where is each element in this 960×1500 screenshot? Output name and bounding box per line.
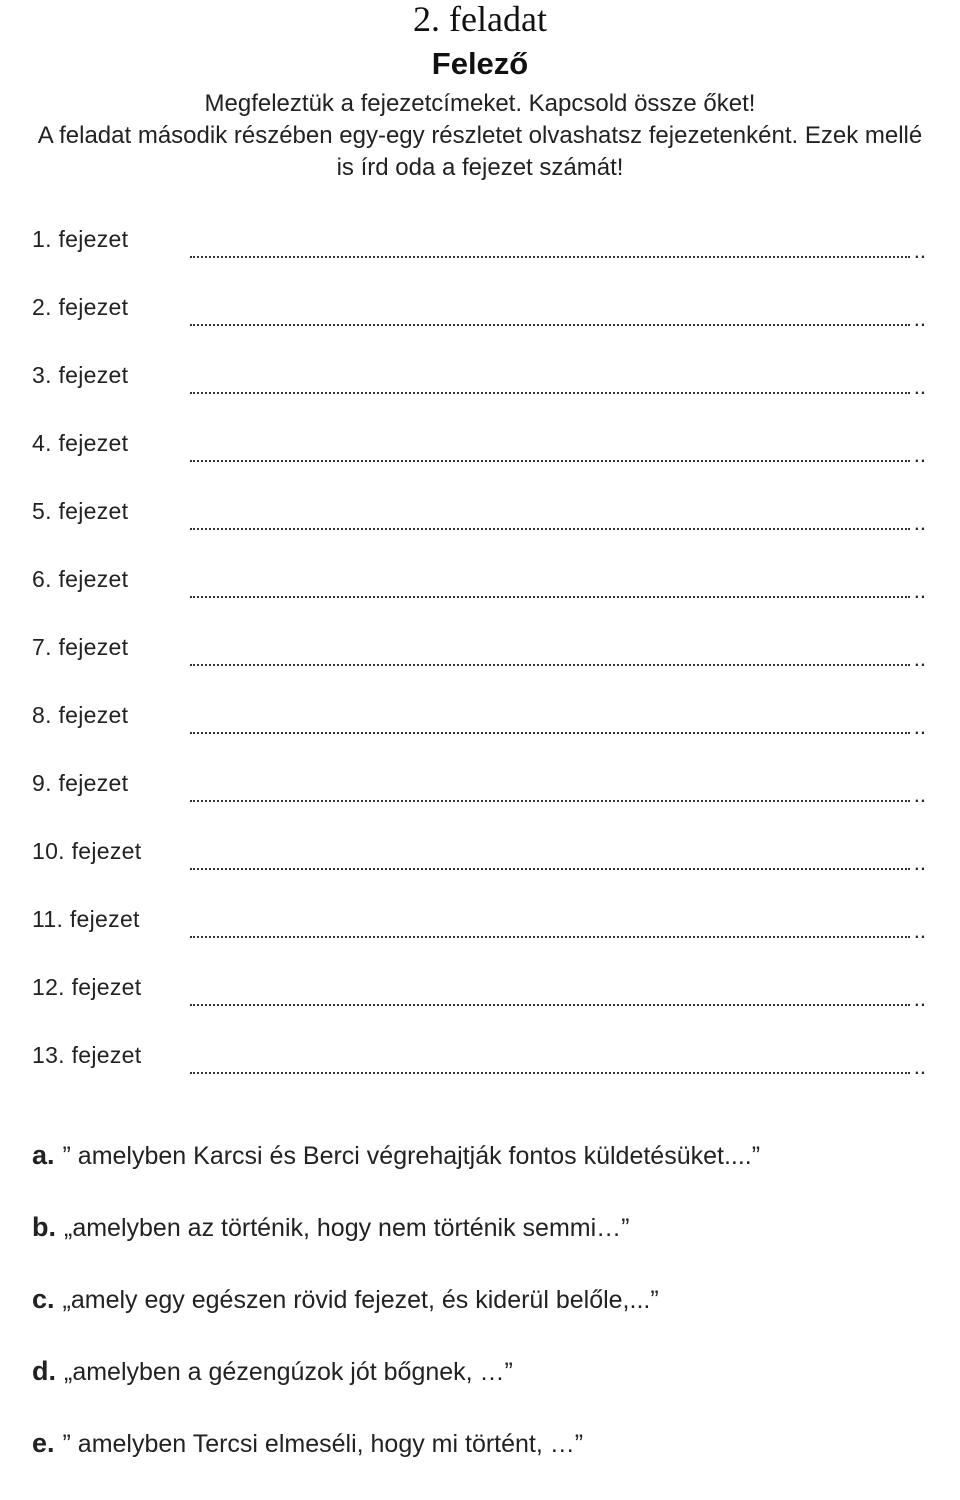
excerpt-letter: d. bbox=[32, 1356, 56, 1386]
chapter-row bbox=[32, 426, 932, 494]
chapter-row bbox=[32, 358, 932, 426]
excerpt-item bbox=[32, 1140, 932, 1212]
chapter-row bbox=[32, 834, 932, 902]
answer-line[interactable] bbox=[190, 1038, 910, 1074]
chapter-row bbox=[32, 698, 932, 766]
answer-line[interactable] bbox=[190, 222, 910, 258]
excerpt-letter: a. bbox=[32, 1140, 55, 1170]
chapter-label: 5. fejezet bbox=[32, 498, 129, 524]
excerpt-text: „amelyben az történik, hogy nem történik semmi…” bbox=[64, 1214, 630, 1242]
excerpt-list bbox=[32, 1140, 932, 1500]
chapter-label: 6. fejezet bbox=[32, 566, 129, 592]
excerpt-letter: e. bbox=[32, 1428, 55, 1458]
chapter-label: 4. fejezet bbox=[32, 430, 129, 456]
task-number: 2. feladat bbox=[413, 0, 547, 39]
excerpt-item bbox=[32, 1356, 932, 1428]
answer-line[interactable] bbox=[190, 902, 910, 938]
excerpt-text: ” amelyben Tercsi elmeséli, hogy mi történt, …” bbox=[62, 1430, 584, 1458]
chapter-label: 11. fejezet bbox=[32, 906, 140, 932]
chapter-row bbox=[32, 562, 932, 630]
chapter-row bbox=[32, 766, 932, 834]
worksheet-header bbox=[0, 0, 960, 184]
excerpt-item bbox=[32, 1428, 932, 1500]
excerpt-item bbox=[32, 1284, 932, 1356]
answer-line[interactable] bbox=[190, 358, 910, 394]
answer-line[interactable] bbox=[190, 698, 910, 734]
excerpt-letter: c. bbox=[32, 1284, 55, 1314]
chapter-label: 1. fejezet bbox=[32, 226, 129, 252]
chapter-row bbox=[32, 970, 932, 1038]
chapter-label: 10. fejezet bbox=[32, 838, 142, 864]
answer-line[interactable] bbox=[190, 630, 910, 666]
chapter-label: 13. fejezet bbox=[32, 1042, 142, 1068]
answer-line[interactable] bbox=[190, 766, 910, 802]
chapter-label: 8. fejezet bbox=[32, 702, 129, 728]
chapter-row bbox=[32, 222, 932, 290]
chapter-row bbox=[32, 290, 932, 358]
chapter-label: 7. fejezet bbox=[32, 634, 129, 660]
excerpt-text: „amely egy egészen rövid fejezet, és kiderül belőle,...” bbox=[62, 1286, 659, 1314]
answer-line[interactable] bbox=[190, 494, 910, 530]
instruction-line-2: A feladat második részében egy-egy részletet olvashatsz fejezetenként. Ezek mellé bbox=[37, 122, 923, 149]
chapter-row bbox=[32, 902, 932, 970]
chapter-row bbox=[32, 494, 932, 562]
chapter-row bbox=[32, 630, 932, 698]
chapter-list bbox=[32, 222, 932, 1106]
excerpt-text: ” amelyben Karcsi és Berci végrehajtják fontos küldetésüket....” bbox=[62, 1142, 761, 1170]
chapter-label: 2. fejezet bbox=[32, 294, 129, 320]
task-title: Felező bbox=[431, 46, 529, 81]
answer-line[interactable] bbox=[190, 970, 910, 1006]
answer-line[interactable] bbox=[190, 290, 910, 326]
excerpt-item bbox=[32, 1212, 932, 1284]
answer-line[interactable] bbox=[190, 562, 910, 598]
chapter-label: 3. fejezet bbox=[32, 362, 129, 388]
instruction-line-1: Megfeleztük a fejezetcímeket. Kapcsold össze őket! bbox=[204, 90, 756, 117]
chapter-row bbox=[32, 1038, 932, 1106]
chapter-label: 9. fejezet bbox=[32, 770, 129, 796]
excerpt-text: „amelyben a gézengúzok jót bőgnek, …” bbox=[64, 1358, 513, 1386]
answer-line[interactable] bbox=[190, 834, 910, 870]
chapter-label: 12. fejezet bbox=[32, 974, 142, 1000]
instruction-line-3: is írd oda a fejezet számát! bbox=[336, 154, 624, 181]
excerpt-letter: b. bbox=[32, 1212, 56, 1242]
answer-line[interactable] bbox=[190, 426, 910, 462]
